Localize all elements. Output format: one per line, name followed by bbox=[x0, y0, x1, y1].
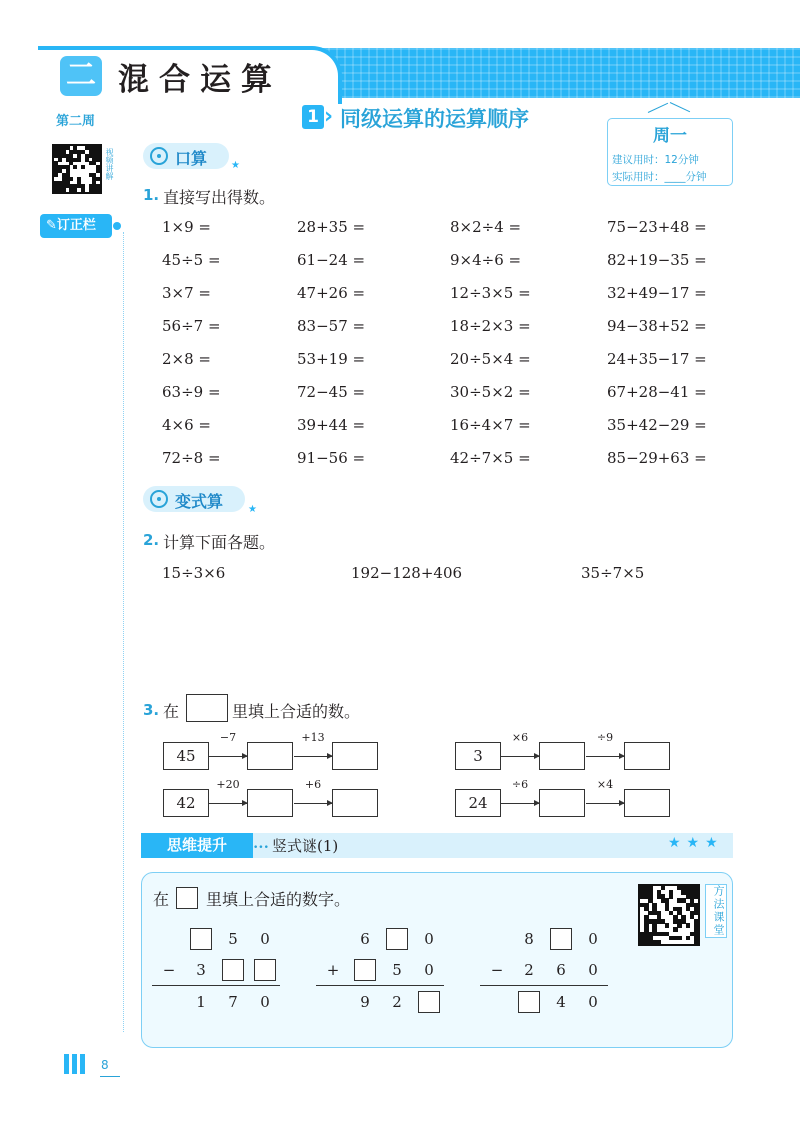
qr-code-video[interactable] bbox=[52, 144, 102, 194]
puzzle-digit: 8 bbox=[524, 930, 534, 948]
star-icon: ★ bbox=[248, 504, 257, 515]
chain-answer-box[interactable] bbox=[539, 742, 585, 770]
oral-expression: 8×2÷4 = bbox=[450, 218, 522, 236]
puzzle-digit: 0 bbox=[588, 930, 598, 948]
oral-calc-pill bbox=[143, 143, 229, 169]
q3-number: 3. bbox=[143, 701, 160, 719]
qr-module bbox=[686, 936, 690, 940]
oral-expression: 30÷5×2 = bbox=[450, 383, 531, 401]
oral-expression: 72−45 = bbox=[297, 383, 366, 401]
puzzle-digit: 2 bbox=[524, 961, 534, 979]
puzzle-operator: − bbox=[162, 961, 176, 979]
chain-answer-box[interactable] bbox=[624, 789, 670, 817]
chain-operation: ÷6 bbox=[511, 778, 529, 791]
oral-expression: 9×4÷6 = bbox=[450, 251, 522, 269]
oral-expression: 56÷7 = bbox=[162, 317, 221, 335]
qr-module bbox=[661, 886, 665, 890]
oral-expression: 82+19−35 = bbox=[607, 251, 707, 269]
section-title: 同级运算的运算顺序 bbox=[340, 107, 529, 131]
oral-expression: 1×9 = bbox=[162, 218, 211, 236]
sum-line bbox=[152, 985, 280, 986]
correction-column-badge bbox=[40, 214, 112, 238]
qr-module bbox=[73, 188, 77, 192]
oral-expression: 35+42−29 = bbox=[607, 416, 707, 434]
qr-module bbox=[62, 188, 66, 192]
oral-expression: 24+35−17 = bbox=[607, 350, 707, 368]
variant-pill bbox=[143, 486, 245, 512]
puzzle-instr-after: 里填上合适的数字。 bbox=[206, 890, 351, 909]
oral-expression: 63÷9 = bbox=[162, 383, 221, 401]
qr-module bbox=[77, 158, 81, 162]
chain-answer-box[interactable] bbox=[247, 742, 293, 770]
chain-start-box: 24 bbox=[455, 789, 501, 817]
chain-start-box: 3 bbox=[455, 742, 501, 770]
qr-module bbox=[54, 173, 58, 177]
pencil-icon: ✎ bbox=[46, 218, 57, 233]
dots-icon: ••• bbox=[253, 843, 269, 853]
page-number: 8 bbox=[101, 1058, 109, 1072]
q1-text: 直接写出得数。 bbox=[163, 188, 276, 207]
qr-module bbox=[96, 188, 100, 192]
qr-module bbox=[81, 188, 85, 192]
digit-answer-box[interactable] bbox=[254, 959, 276, 981]
chevron-right-icon: › bbox=[324, 104, 334, 129]
puzzle-digit: 4 bbox=[556, 993, 566, 1011]
oral-expression: 39+44 = bbox=[297, 416, 366, 434]
qr-module bbox=[81, 165, 85, 169]
qr-module bbox=[694, 911, 698, 915]
puzzle-operator: − bbox=[490, 961, 504, 979]
q2-item: 35÷7×5 bbox=[581, 564, 645, 582]
oral-expression: 42÷7×5 = bbox=[450, 449, 531, 467]
q1-number: 1. bbox=[143, 186, 160, 204]
stopwatch-icon bbox=[150, 147, 168, 165]
correction-label: 订正栏 bbox=[56, 218, 96, 233]
chain-operation: +20 bbox=[216, 778, 240, 791]
q2-number: 2. bbox=[143, 531, 160, 549]
puzzle-digit: 0 bbox=[588, 993, 598, 1011]
qr-module bbox=[665, 923, 669, 927]
arrow-right-icon bbox=[209, 756, 247, 757]
digit-answer-box[interactable] bbox=[418, 991, 440, 1013]
puzzle-instr-before: 在 bbox=[153, 890, 170, 909]
puzzle-digit: 0 bbox=[424, 930, 434, 948]
arrow-right-icon bbox=[501, 756, 539, 757]
oral-expression: 67+28−41 = bbox=[607, 383, 707, 401]
puzzle-digit: 0 bbox=[260, 993, 270, 1011]
oral-expression: 72÷8 = bbox=[162, 449, 221, 467]
chain-answer-box[interactable] bbox=[539, 789, 585, 817]
suggested-time: 建议用时：12分钟 bbox=[612, 154, 699, 166]
header-band bbox=[320, 48, 800, 98]
chain-answer-box[interactable] bbox=[332, 789, 378, 817]
oral-expression: 91−56 = bbox=[297, 449, 366, 467]
stars-icon: ★★★ bbox=[668, 835, 724, 851]
card-hanger-right bbox=[670, 102, 690, 112]
qr-module bbox=[677, 936, 681, 940]
puzzle-digit: 9 bbox=[360, 993, 370, 1011]
puzzle-digit: 3 bbox=[196, 961, 206, 979]
puzzle-operator: + bbox=[326, 961, 340, 979]
q3-text-before: 在 bbox=[163, 702, 180, 721]
qr-code-method[interactable] bbox=[638, 884, 700, 946]
star-icon: ★ bbox=[231, 160, 240, 171]
day-label: 周一 bbox=[653, 126, 687, 146]
sidebar-divider bbox=[123, 232, 124, 1032]
oral-expression: 3×7 = bbox=[162, 284, 211, 302]
arrow-right-icon bbox=[586, 756, 624, 757]
oral-expression: 12÷3×5 = bbox=[450, 284, 531, 302]
qr-module bbox=[73, 165, 77, 169]
chain-operation: ÷9 bbox=[596, 731, 614, 744]
digit-answer-box[interactable] bbox=[386, 928, 408, 950]
thinking-tag: 思维提升 bbox=[141, 833, 253, 858]
oral-expression: 94−38+52 = bbox=[607, 317, 707, 335]
badge-dot bbox=[113, 222, 121, 230]
oral-expression: 2×8 = bbox=[162, 350, 211, 368]
puzzle-digit: 7 bbox=[228, 993, 238, 1011]
oral-expression: 75−23+48 = bbox=[607, 218, 707, 236]
qr-video-label: 视频讲解 bbox=[105, 148, 114, 180]
day-card bbox=[607, 118, 733, 186]
oral-expression: 16÷4×7 = bbox=[450, 416, 531, 434]
qr-module bbox=[96, 169, 100, 173]
puzzle-digit: 0 bbox=[588, 961, 598, 979]
qr-module bbox=[96, 177, 100, 181]
footer-bars-icon bbox=[64, 1054, 88, 1078]
oral-expression: 85−29+63 = bbox=[607, 449, 707, 467]
answer-box-sample bbox=[186, 694, 228, 722]
oral-expression: 4×6 = bbox=[162, 416, 211, 434]
digit-answer-box[interactable] bbox=[354, 959, 376, 981]
actual-time: 实际用时：____分钟 bbox=[612, 171, 707, 183]
oral-expression: 32+49−17 = bbox=[607, 284, 707, 302]
qr-module bbox=[677, 923, 681, 927]
qr-module bbox=[669, 894, 673, 898]
puzzle-digit: 6 bbox=[360, 930, 370, 948]
q2-item: 192−128+406 bbox=[351, 564, 463, 582]
arrow-right-icon bbox=[294, 803, 332, 804]
variant-label: 变式算 bbox=[175, 492, 224, 511]
oral-expression: 47+26 = bbox=[297, 284, 366, 302]
puzzle-digit: 5 bbox=[228, 930, 238, 948]
sum-line bbox=[316, 985, 444, 986]
sum-line bbox=[480, 985, 608, 986]
chapter-number: 二 bbox=[60, 56, 102, 96]
chain-operation: −7 bbox=[219, 731, 237, 744]
puzzle-digit: 0 bbox=[424, 961, 434, 979]
oral-expression: 18÷2×3 = bbox=[450, 317, 531, 335]
q3-text-after: 里填上合适的数。 bbox=[232, 702, 361, 721]
oral-expression: 53+19 = bbox=[297, 350, 366, 368]
chain-answer-box[interactable] bbox=[247, 789, 293, 817]
oral-expression: 28+35 = bbox=[297, 218, 366, 236]
digit-answer-box[interactable] bbox=[550, 928, 572, 950]
card-hanger-left bbox=[648, 103, 668, 113]
qr-module bbox=[58, 158, 62, 162]
page-underline bbox=[100, 1076, 120, 1077]
q2-text: 计算下面各题。 bbox=[163, 533, 276, 552]
chain-answer-box[interactable] bbox=[332, 742, 378, 770]
thinking-subtitle: 竖式谜(1) bbox=[272, 837, 339, 855]
q2-item: 15÷3×6 bbox=[162, 564, 226, 582]
oral-expression: 45÷5 = bbox=[162, 251, 221, 269]
puzzle-digit: 0 bbox=[260, 930, 270, 948]
digit-answer-box[interactable] bbox=[222, 959, 244, 981]
oral-expression: 20÷5×4 = bbox=[450, 350, 531, 368]
arrow-right-icon bbox=[501, 803, 539, 804]
qr-module bbox=[686, 923, 690, 927]
chain-operation: +13 bbox=[301, 731, 325, 744]
qr-module bbox=[694, 894, 698, 898]
puzzle-digit: 5 bbox=[392, 961, 402, 979]
section-number: 1 bbox=[302, 105, 324, 129]
arrow-right-icon bbox=[586, 803, 624, 804]
chain-start-box: 45 bbox=[163, 742, 209, 770]
qr-module bbox=[673, 927, 677, 931]
qr-module bbox=[694, 940, 698, 944]
puzzle-digit: 1 bbox=[196, 993, 206, 1011]
digit-answer-box[interactable] bbox=[518, 991, 540, 1013]
qr-module bbox=[69, 177, 73, 181]
chain-operation: +6 bbox=[304, 778, 322, 791]
puzzle-digit: 6 bbox=[556, 961, 566, 979]
oral-expression: 83−57 = bbox=[297, 317, 366, 335]
chain-operation: ×6 bbox=[511, 731, 529, 744]
chapter-title: 混合运算 bbox=[118, 62, 282, 98]
qr-module bbox=[657, 940, 661, 944]
chain-answer-box[interactable] bbox=[624, 742, 670, 770]
oral-calc-label: 口算 bbox=[175, 149, 208, 168]
puzzle-digit: 2 bbox=[392, 993, 402, 1011]
week-label: 第二周 bbox=[56, 114, 96, 129]
answer-box-sample bbox=[176, 887, 198, 909]
qr-module bbox=[96, 158, 100, 162]
chain-operation: ×4 bbox=[596, 778, 614, 791]
target-icon bbox=[150, 490, 168, 508]
arrow-right-icon bbox=[294, 756, 332, 757]
chain-start-box: 42 bbox=[163, 789, 209, 817]
digit-answer-box[interactable] bbox=[190, 928, 212, 950]
arrow-right-icon bbox=[209, 803, 247, 804]
oral-expression: 61−24 = bbox=[297, 251, 366, 269]
method-class-label: 方法课堂 bbox=[705, 884, 727, 938]
